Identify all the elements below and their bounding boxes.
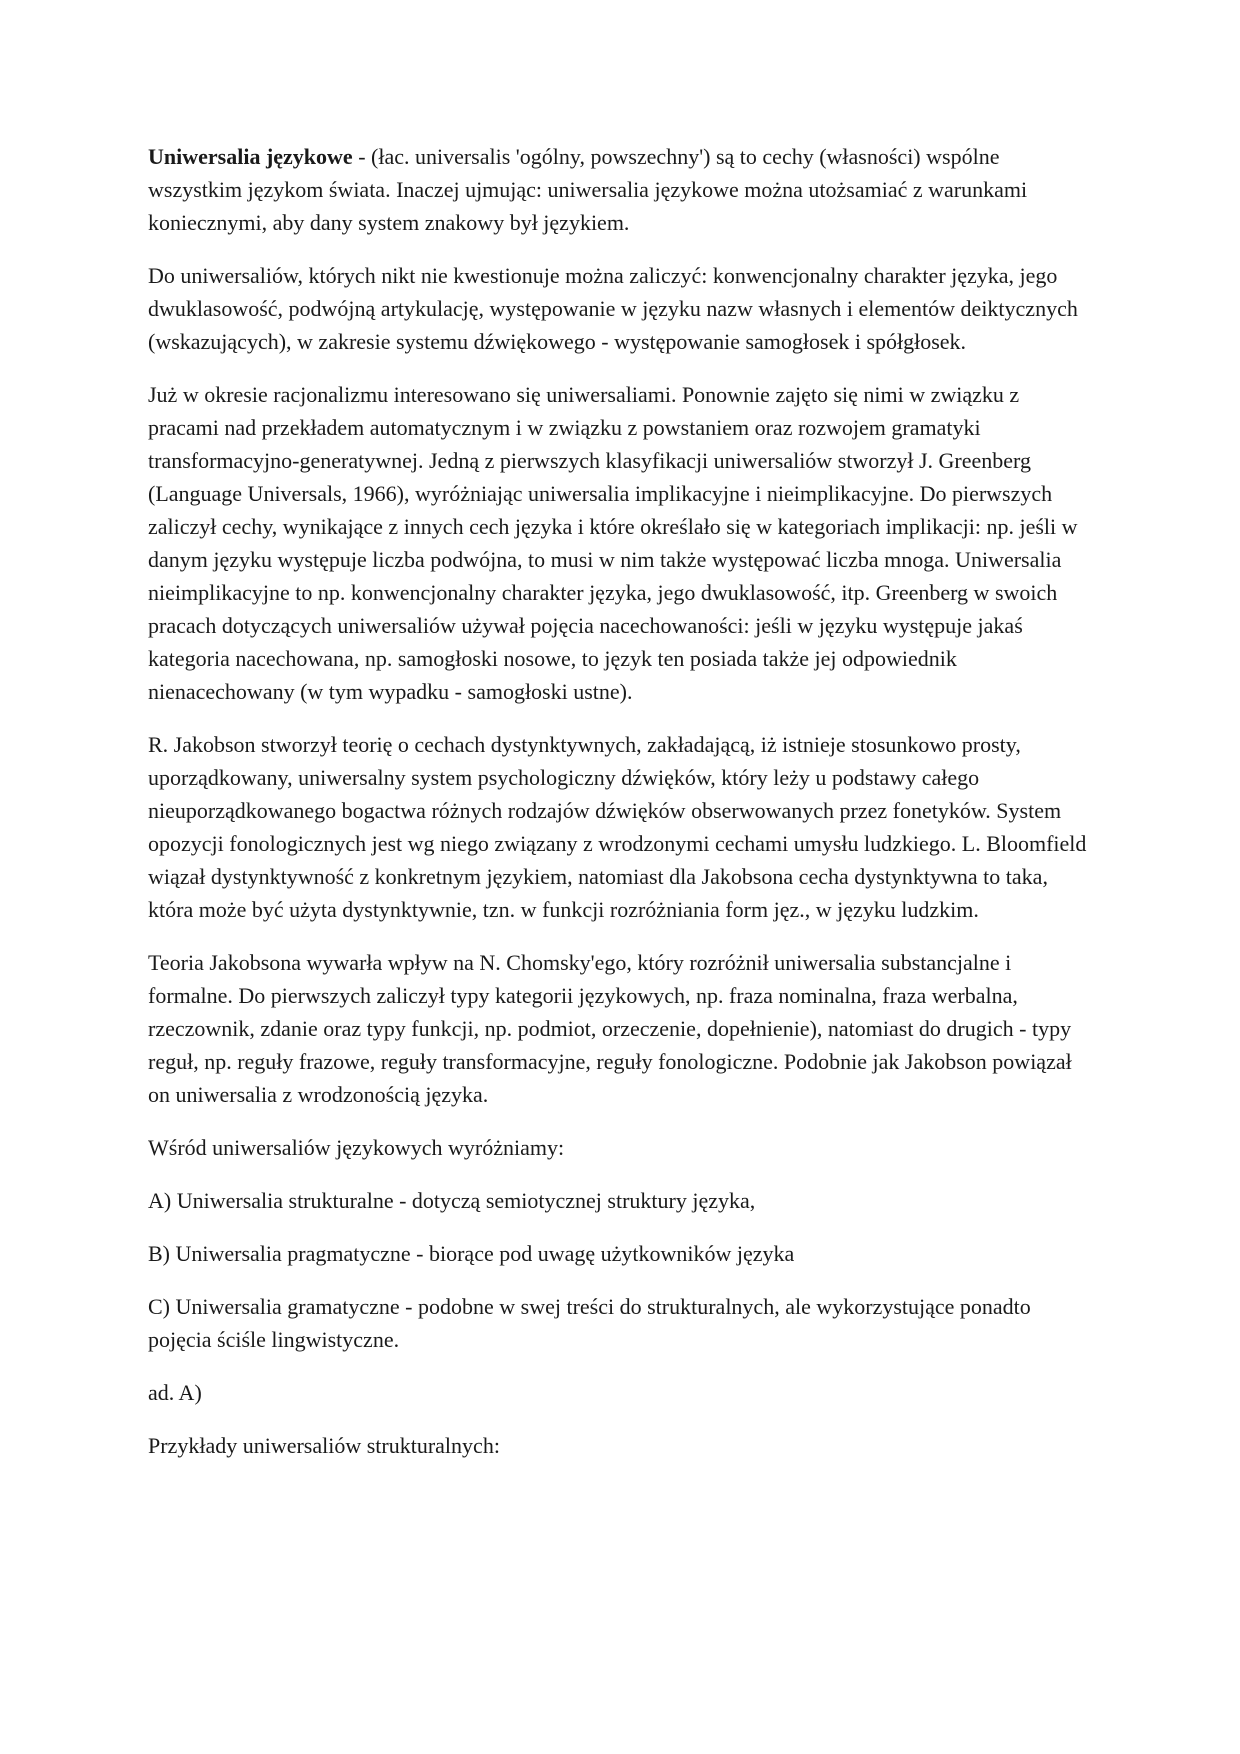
section-marker-ad-a: ad. A) [148, 1380, 202, 1405]
paragraph-greenberg: Już w okresie racjonalizmu interesowano się uniwersaliami. Ponownie zajęto się nimi w związku z pracami nad przekładem automatycznym i w związku z powstaniem oraz rozwojem gramatyki transformacyjno-generatywnej. Jedną z pierwszych klasyfikacji uniwersaliów stworzył J. Greenberg (Language Universals, 1966), wyróżniając uniwersalia implikacyjne i nieimplikacyjne. Do pierwszych zaliczył cechy, wynikające z innych cech języka i które określało się w kategoriach implikacji: np. jeśli w danym języku występuje liczba podwójna, to musi w nim także występować liczba mnoga. Uniwersalia nieimplikacyjne to np. konwencjonalny charakter języka, jego dwuklasowość, itp. Greenberg w swoich pracach dotyczących uniwersaliów używał pojęcia nacechowaności: jeśli w języku występuje jakaś kategoria nacechowana, np. samogłoski nosowe, to język ten posiada także jej odpowiednik nienacechowany (w tym wypadku - samogłoski ustne). [148, 382, 1078, 704]
list-item-pragmatic: B) Uniwersalia pragmatyczne - biorące pod uwagę użytkowników języka [148, 1241, 795, 1266]
paragraph-examples-intro: Przykłady uniwersaliów strukturalnych: [148, 1433, 500, 1458]
definition-term: Uniwersalia językowe [148, 144, 353, 169]
document-page [148, 140, 1093, 1482]
paragraph-undisputed-universals: Do uniwersaliów, których nikt nie kwestionuje można zaliczyć: konwencjonalny charakter języka, jego dwuklasowość, podwójną artykulację, występowanie w języku nazw własnych i elementów deiktycznych (wskazujących), w zakresie systemu dźwiękowego - występowanie samogłosek i spółgłosek. [148, 263, 1078, 354]
paragraph-chomsky: Teoria Jakobsona wywarła wpływ na N. Chomsky'ego, który rozróżnił uniwersalia substancjalne i formalne. Do pierwszych zaliczył typy kategorii językowych, np. fraza nominalna, fraza werbalna, rzeczownik, zdanie oraz typy funkcji, np. podmiot, orzeczenie, dopełnienie), natomiast do drugich - typy reguł, np. reguły frazowe, reguły transformacyjne, reguły fonologiczne. Podobnie jak Jakobson powiązał on uniwersalia z wrodzonością języka. [148, 950, 1072, 1107]
paragraph-definition [148, 140, 1093, 239]
paragraph-jakobson: R. Jakobson stworzył teorię o cechach dystynktywnych, zakładającą, iż istnieje stosunkowo prosty, uporządkowany, uniwersalny system psychologiczny dźwięków, który leży u podstawy całego nieuporządkowanego bogactwa różnych rodzajów dźwięków obserwowanych przez fonetyków. System opozycji fonologicznych jest wg niego związany z wrodzonymi cechami umysłu ludzkiego. L. Bloomfield wiązał dystynktywność z konkretnym językiem, natomiast dla Jakobsona cecha dystynktywna to taka, która może być użyta dystynktywnie, tzn. w funkcji rozróżniania form jęz., w języku ludzkim. [148, 732, 1087, 922]
list-item-structural: A) Uniwersalia strukturalne - dotyczą semiotycznej struktury języka, [148, 1188, 756, 1213]
definition-text: - (łac. universalis 'ogólny, powszechny') są to cechy (własności) wspólne wszystkim językom świata. Inaczej ujmując: uniwersalia językowe można utożsamiać z warunkami koniecznymi, aby dany system znakowy był językiem. [148, 144, 1028, 235]
paragraph-list-intro: Wśród uniwersaliów językowych wyróżniamy: [148, 1135, 565, 1160]
list-item-grammatical: C) Uniwersalia gramatyczne - podobne w swej treści do strukturalnych, ale wykorzystujące ponadto pojęcia ściśle lingwistyczne. [148, 1294, 1031, 1352]
